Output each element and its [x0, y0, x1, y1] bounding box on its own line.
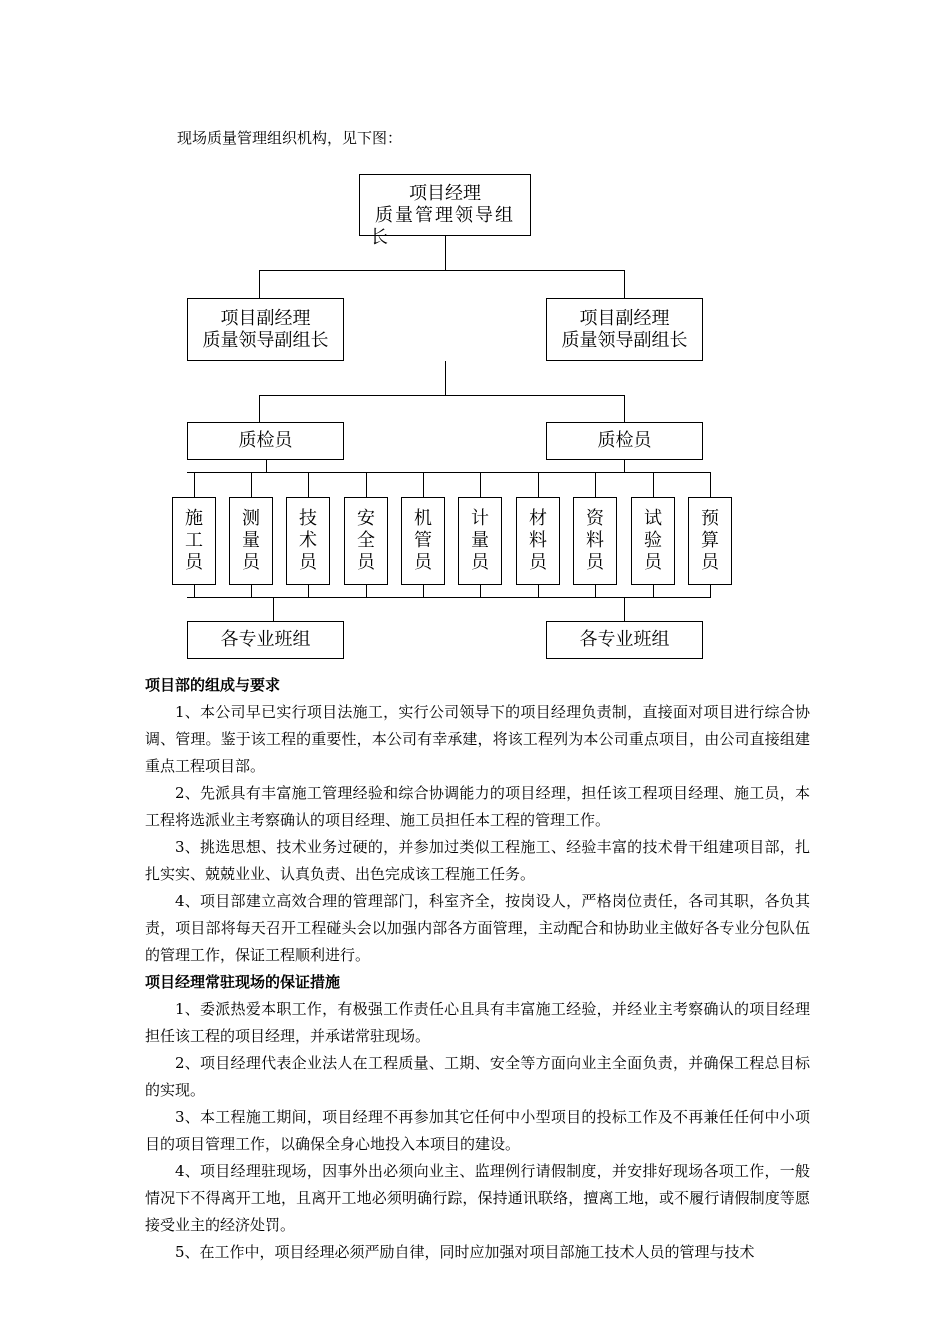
connector-line [259, 395, 260, 422]
project-manager-box [359, 174, 531, 248]
quality-inspector-box [546, 422, 703, 460]
staff-label: 机管员 [414, 508, 432, 573]
paragraph: 3、挑选思想、技术业务过硬的，并参加过类似工程施工、经验丰富的技术骨干组建项目部，扎扎实实、兢兢业业、认真负责、出色完成该工程施工任务。 [145, 838, 810, 883]
staff-label: 资料员 [586, 508, 604, 573]
paragraph: 2、项目经理代表企业法人在工程质量、工期、安全等方面向业主全面负责，并确保工程总目标的实现。 [145, 1054, 810, 1099]
connector-line [187, 597, 710, 598]
staff-label: 预算员 [701, 508, 719, 573]
connector-line [480, 472, 481, 497]
connector-line [445, 361, 446, 396]
connector-line [423, 472, 424, 497]
staff-label: 测量员 [242, 508, 260, 573]
work-team-box [546, 621, 703, 659]
inspector-label: 质检员 [597, 430, 652, 451]
project-manager-title: 项目经理 [409, 183, 481, 204]
connector-line [273, 597, 274, 621]
connector-line [710, 585, 711, 598]
connector-line [194, 472, 195, 497]
staff-box-testing [631, 497, 675, 585]
connector-line [259, 395, 625, 396]
staff-label: 试验员 [644, 508, 662, 573]
paragraph: 1、委派热爱本职工作，有极强工作责任心且具有丰富施工经验，并经业主考察确认的项目经理担任该工程的项目经理，并承诺常驻现场。 [145, 1000, 810, 1045]
work-team-box [187, 621, 344, 659]
deputy-role: 质量领导副组长 [561, 329, 688, 351]
deputy-title: 项目副经理 [579, 307, 670, 329]
staff-label: 计量员 [471, 508, 489, 573]
document-body [145, 672, 810, 1266]
paragraph: 3、本工程施工期间，项目经理不再参加其它任何中小型项目的投标工作及不再兼任任何中小项目的项目管理工作，以确保全身心地投入本项目的建设。 [145, 1108, 810, 1153]
paragraph: 4、项目部建立高效合理的管理部门，科室齐全，按岗设人，严格岗位责任，各司其职，各负其责，项目部将每天召开工程碰头会以加强内部各方面管理，主动配合和协助业主做好各专业分包队伍的管理工作，保证工程顺利进行。 [145, 892, 810, 964]
staff-box-materials [516, 497, 560, 585]
staff-box-technical [286, 497, 330, 585]
project-manager-role: 质量管理领导组 [375, 205, 515, 226]
connector-line [259, 270, 625, 271]
staff-label: 材料员 [529, 508, 547, 573]
paragraph: 1、本公司早已实行项目法施工，实行公司领导下的项目经理负责制，直接面对项目进行综合协调、管理。鉴于该工程的重要性，本公司有幸承建，将该工程列为本公司重点项目，由公司直接组建重点工程项目部。 [145, 703, 810, 775]
paragraph: 5、在工作中，项目经理必须严励自律，同时应加强对项目部施工技术人员的管理与技术 [175, 1243, 755, 1261]
project-manager-role-cont: 长 [370, 227, 388, 248]
team-label: 各专业班组 [579, 629, 670, 650]
paragraph: 4、项目经理驻现场，因事外出必须向业主、监理例行请假制度，并安排好现场各项工作，一般情况下不得离开工地，且离开工地必须明确行踪，保持通讯联络，擅离工地，或不履行请假制度等愿接受业主的经济处罚。 [145, 1162, 810, 1234]
connector-line [308, 472, 309, 497]
connector-line [538, 472, 539, 497]
connector-line [710, 472, 711, 497]
connector-line [366, 472, 367, 497]
quality-inspector-box [187, 422, 344, 460]
deputy-manager-box [187, 298, 344, 361]
connector-line [251, 472, 252, 497]
staff-box-documents [573, 497, 617, 585]
staff-box-construction [172, 497, 216, 585]
deputy-manager-box [546, 298, 703, 361]
connector-line [595, 472, 596, 497]
deputy-role: 质量领导副组长 [202, 329, 329, 351]
staff-box-budget [688, 497, 732, 585]
staff-box-safety [344, 497, 388, 585]
connector-line [624, 395, 625, 422]
connector-line [187, 472, 710, 473]
intro-text: 现场质量管理组织机构，见下图： [177, 129, 403, 147]
inspector-label: 质检员 [238, 430, 293, 451]
section-heading: 项目经理常驻现场的保证措施 [145, 973, 341, 991]
connector-line [624, 270, 625, 298]
org-chart [0, 0, 950, 670]
connector-line [445, 236, 446, 271]
connector-line [259, 270, 260, 298]
team-label: 各专业班组 [220, 629, 311, 650]
deputy-title: 项目副经理 [220, 307, 311, 329]
staff-box-metering [458, 497, 502, 585]
staff-box-survey [229, 497, 273, 585]
connector-line [624, 597, 625, 621]
connector-line [653, 472, 654, 497]
section-heading: 项目部的组成与要求 [145, 676, 281, 694]
paragraph: 2、先派具有丰富施工管理经验和综合协调能力的项目经理，担任该工程项目经理、施工员，本工程将选派业主考察确认的项目经理、施工员担任本工程的管理工作。 [145, 784, 810, 829]
staff-label: 施工员 [185, 508, 203, 573]
staff-box-machinery [401, 497, 445, 585]
staff-label: 技术员 [299, 508, 317, 573]
staff-label: 安全员 [357, 508, 375, 573]
